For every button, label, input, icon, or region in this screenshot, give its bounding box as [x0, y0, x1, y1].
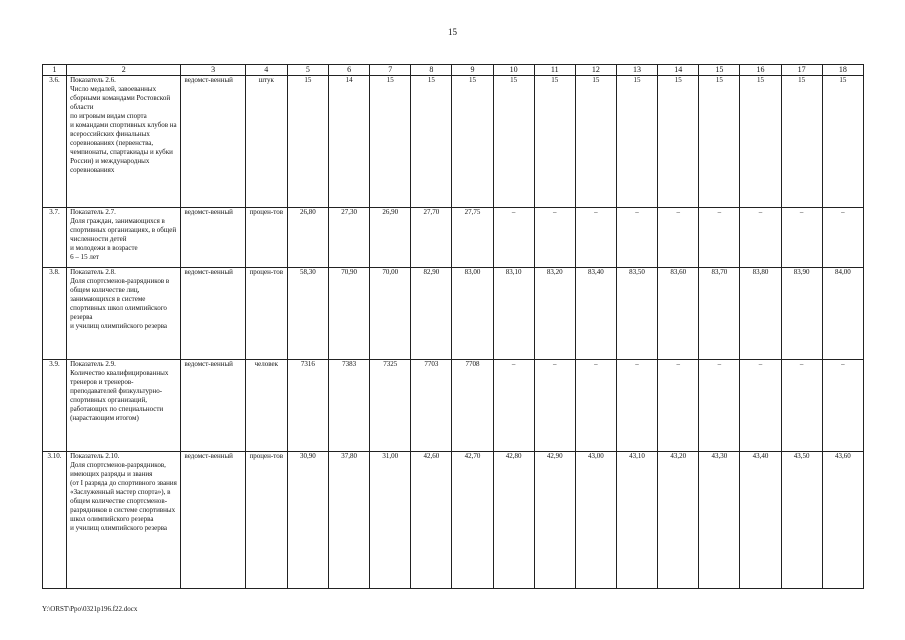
value-cell: 15 — [616, 76, 657, 208]
value-cell: 27,70 — [411, 208, 452, 268]
value-cell: – — [658, 208, 699, 268]
value-cell: 15 — [699, 76, 740, 208]
column-number-cell: 4 — [245, 65, 287, 76]
value-cell: 15 — [452, 76, 493, 208]
table-row — [43, 208, 864, 268]
column-number-cell: 15 — [699, 65, 740, 76]
table-row — [43, 76, 864, 208]
column-number-cell: 5 — [287, 65, 328, 76]
value-cell: – — [740, 208, 781, 268]
value-cell: 58,30 — [287, 268, 328, 360]
value-cell: – — [534, 360, 575, 452]
value-cell: – — [493, 208, 534, 268]
column-number-cell: 13 — [616, 65, 657, 76]
value-cell: 27,75 — [452, 208, 493, 268]
page-number: 15 — [448, 27, 457, 37]
source-cell: ведомст-венный — [181, 268, 245, 360]
value-cell: 83,10 — [493, 268, 534, 360]
value-cell: 43,00 — [575, 452, 616, 589]
value-cell: 83,50 — [616, 268, 657, 360]
table-row — [43, 360, 864, 452]
column-number-cell: 11 — [534, 65, 575, 76]
value-cell: – — [616, 208, 657, 268]
value-cell: – — [616, 360, 657, 452]
column-number-cell: 7 — [370, 65, 411, 76]
value-cell: 43,40 — [740, 452, 781, 589]
unit-cell: процен-тов — [245, 208, 287, 268]
value-cell: 7316 — [287, 360, 328, 452]
column-number-cell: 10 — [493, 65, 534, 76]
value-cell: – — [658, 360, 699, 452]
row-number-cell: 3.10. — [43, 452, 67, 589]
value-cell: – — [575, 360, 616, 452]
value-cell: 15 — [822, 76, 863, 208]
value-cell: – — [822, 208, 863, 268]
value-cell: 83,00 — [452, 268, 493, 360]
value-cell: 15 — [740, 76, 781, 208]
row-number-cell: 3.9. — [43, 360, 67, 452]
value-cell: 83,70 — [699, 268, 740, 360]
unit-cell: штук — [245, 76, 287, 208]
indicator-name-cell: Показатель 2.9. Количество квалифицированных тренеров и тренеров-преподавателей физкультурно-спортивных организаций, работающих по специальности (нарастающим итогом) — [67, 360, 181, 452]
value-cell: – — [493, 360, 534, 452]
value-cell: 83,60 — [658, 268, 699, 360]
value-cell: 31,00 — [370, 452, 411, 589]
value-cell: 43,50 — [781, 452, 822, 589]
value-cell: 42,80 — [493, 452, 534, 589]
column-number-cell: 6 — [329, 65, 370, 76]
indicator-name-cell: Показатель 2.10. Доля спортсменов-разрядников, имеющих разряды и звания (от I разряда до спортивного звания «Заслуженный мастер спорта»), в общем количестве спортсменов-разрядников в системе спортивных школ олимпийского резерва и училищ олимпийского резерва — [67, 452, 181, 589]
value-cell: 7703 — [411, 360, 452, 452]
value-cell: 37,80 — [329, 452, 370, 589]
table-row — [43, 452, 864, 589]
indicator-name-cell: Показатель 2.6. Число медалей, завоеванных сборными командами Ростовской области по игровым видам спорта и командами спортивных клубов на всероссийских финальных соревнованиях (первенства, чемпионаты, спартакиады и кубки России) и международных соревнованиях — [67, 76, 181, 208]
row-number-cell: 3.6. — [43, 76, 67, 208]
value-cell: 70,90 — [329, 268, 370, 360]
value-cell: 43,20 — [658, 452, 699, 589]
unit-cell: процен-тов — [245, 452, 287, 589]
value-cell: 82,90 — [411, 268, 452, 360]
source-cell: ведомст-венный — [181, 208, 245, 268]
column-number-cell: 3 — [181, 65, 245, 76]
value-cell: – — [699, 208, 740, 268]
unit-cell: процен-тов — [245, 268, 287, 360]
value-cell: 83,40 — [575, 268, 616, 360]
value-cell: 15 — [658, 76, 699, 208]
value-cell: 42,70 — [452, 452, 493, 589]
unit-cell: человек — [245, 360, 287, 452]
source-cell: ведомст-венный — [181, 76, 245, 208]
value-cell: 26,80 — [287, 208, 328, 268]
indicator-name-cell: Показатель 2.8. Доля спортсменов-разрядников в общем количестве лиц, занимающихся в системе спортивных школ олимпийского резерва и училищ олимпийского резерва — [67, 268, 181, 360]
value-cell: – — [781, 360, 822, 452]
value-cell: 84,00 — [822, 268, 863, 360]
column-number-cell: 16 — [740, 65, 781, 76]
file-path: Y:\ORST\Ppo\0321p196.f22.docx — [42, 605, 138, 613]
indicator-name-cell: Показатель 2.7. Доля граждан, занимающихся в спортивных организациях, в общей численности детей и молодежи в возрасте 6 – 15 лет — [67, 208, 181, 268]
value-cell: – — [699, 360, 740, 452]
value-cell: 15 — [370, 76, 411, 208]
value-cell: – — [740, 360, 781, 452]
row-number-cell: 3.7. — [43, 208, 67, 268]
value-cell: 70,00 — [370, 268, 411, 360]
column-number-cell: 9 — [452, 65, 493, 76]
row-number-cell: 3.8. — [43, 268, 67, 360]
value-cell: 15 — [781, 76, 822, 208]
value-cell: 15 — [287, 76, 328, 208]
value-cell: 15 — [493, 76, 534, 208]
value-cell: 43,60 — [822, 452, 863, 589]
value-cell: 26,90 — [370, 208, 411, 268]
indicators-table — [42, 64, 864, 589]
table-row — [43, 268, 864, 360]
value-cell: 30,90 — [287, 452, 328, 589]
value-cell: 15 — [575, 76, 616, 208]
value-cell: 42,60 — [411, 452, 452, 589]
column-number-cell: 2 — [67, 65, 181, 76]
value-cell: – — [822, 360, 863, 452]
value-cell: – — [781, 208, 822, 268]
value-cell: 15 — [534, 76, 575, 208]
value-cell: – — [575, 208, 616, 268]
value-cell: 15 — [411, 76, 452, 208]
value-cell: 42,90 — [534, 452, 575, 589]
column-number-row — [43, 65, 864, 76]
source-cell: ведомст-венный — [181, 360, 245, 452]
value-cell: 83,80 — [740, 268, 781, 360]
value-cell: – — [534, 208, 575, 268]
column-number-cell: 14 — [658, 65, 699, 76]
value-cell: 7708 — [452, 360, 493, 452]
column-number-cell: 17 — [781, 65, 822, 76]
value-cell: 7325 — [370, 360, 411, 452]
column-number-cell: 8 — [411, 65, 452, 76]
value-cell: 7383 — [329, 360, 370, 452]
value-cell: 83,90 — [781, 268, 822, 360]
value-cell: 83,20 — [534, 268, 575, 360]
value-cell: 43,30 — [699, 452, 740, 589]
column-number-cell: 1 — [43, 65, 67, 76]
source-cell: ведомст-венный — [181, 452, 245, 589]
value-cell: 43,10 — [616, 452, 657, 589]
value-cell: 27,30 — [329, 208, 370, 268]
column-number-cell: 18 — [822, 65, 863, 76]
value-cell: 14 — [329, 76, 370, 208]
column-number-cell: 12 — [575, 65, 616, 76]
